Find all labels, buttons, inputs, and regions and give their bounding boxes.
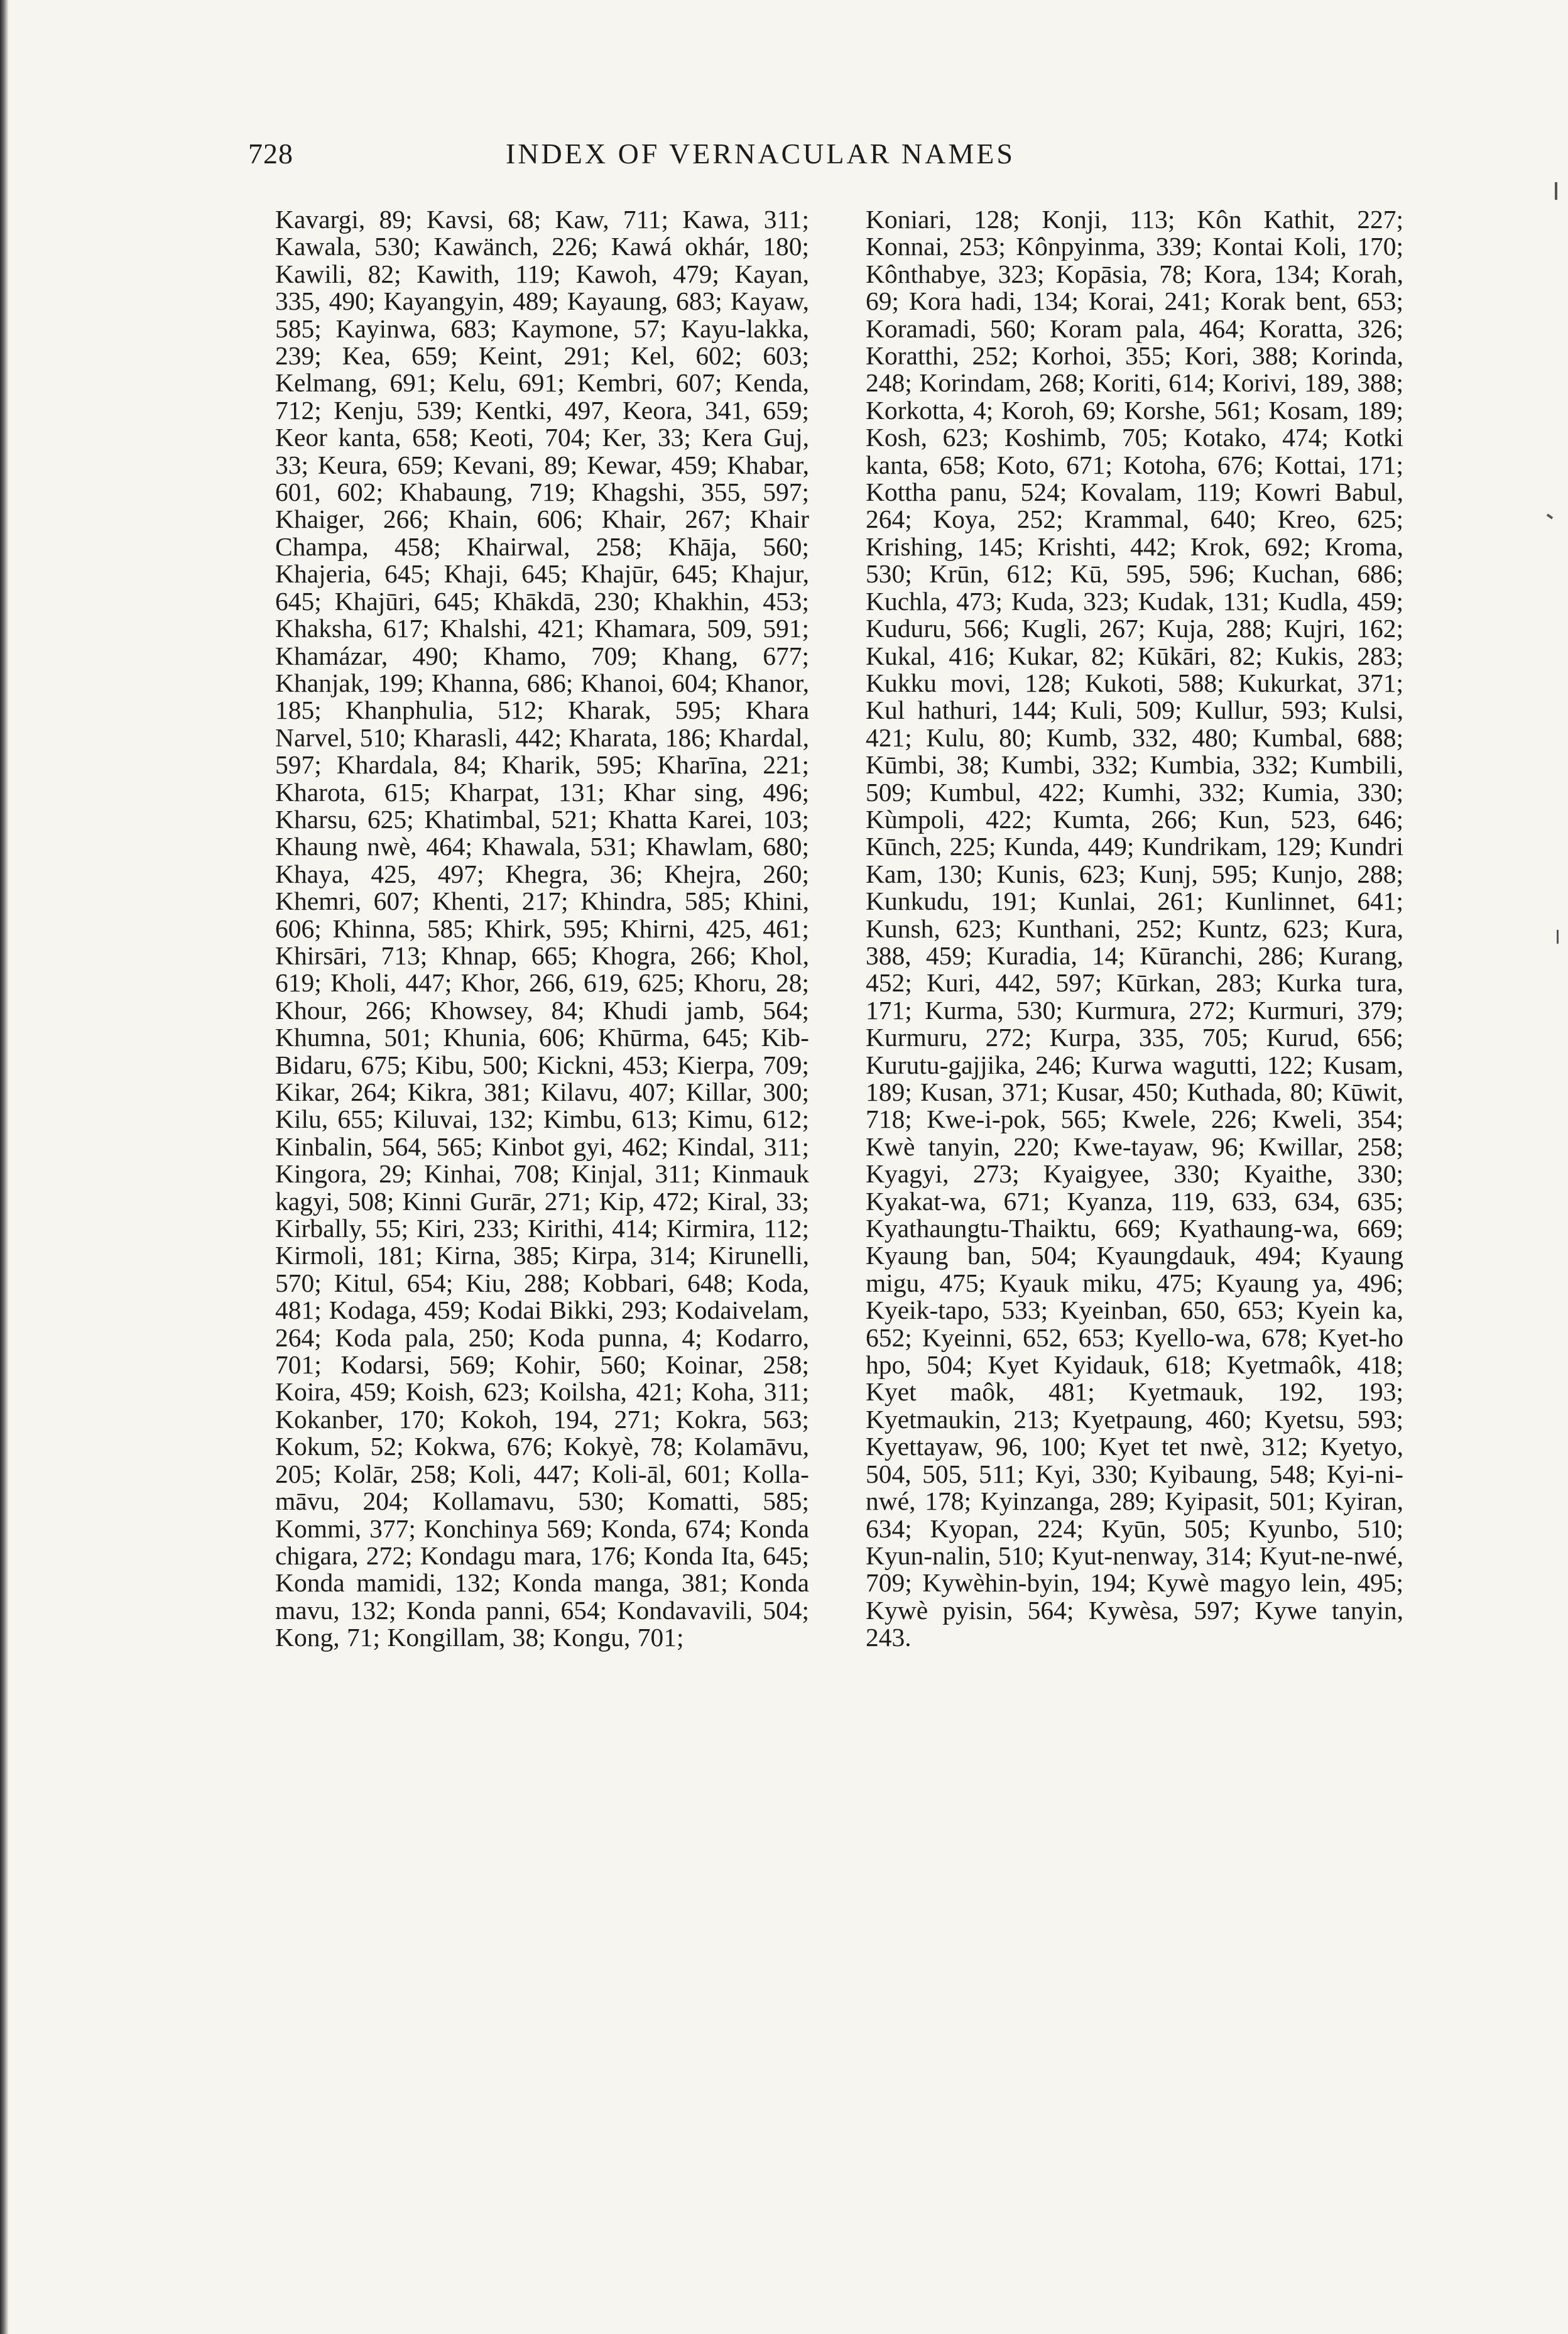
scan-mark	[1547, 513, 1553, 519]
index-column-right: Koniari, 128; Konji, 113; Kôn Kathit, 227; Konnai, 253; Kônpyinma, 339; Kontai Koli, 170; Kônthabye, 323; Kopāsia, 78; Kora, 134; Korah, 69; Kora hadi, 134; Korai, 241; Korak bent, 653; Koramadi, 560; Koram pala, 464; Koratta, 326; Koratthi, 252; Korhoi, 355; Kori, 388; Korinda, 248; Korindam, 268; Koriti, 614; Korivi, 189, 388; Korkotta, 4; Koroh, 69; Korshe, 561; Kosam, 189; Kosh, 623; Koshimb, 705; Kotako, 474; Kotki kanta, 658; Koto, 671; Kotoha, 676; Kottai, 171; Kottha panu, 524; Kovalam, 119; Kowri Babul, 264; Koya, 252; Krammal, 640; Kreo, 625; Krishing, 145; Krishti, 442; Krok, 692; Kroma, 530; Krūn, 612; Kū, 595, 596; Kuchan, 686; Kuchla, 473; Kuda, 323; Kudak, 131; Kudla, 459; Kuduru, 566; Kugli, 267; Kuja, 288; Kujri, 162; Kukal, 416; Kukar, 82; Kūkāri, 82; Kukis, 283; Kukku movi, 128; Kukoti, 588; Kukurkat, 371; Kul hathuri, 144; Kuli, 509; Kullur, 593; Kulsi, 421; Kulu, 80; Kumb, 332, 480; Kumbal, 688; Kūmbi, 38; Kumbi, 332; Kumbia, 332; Kumbili, 509; Kumbul, 422; Kumhi, 332; Kumia, 330; Kùmpoli, 422; Kumta, 266; Kun, 523, 646; Kūnch, 225; Kunda, 449; Kundrikam, 129; Kundri Kam, 130; Kunis, 623; Kunj, 595; Kunjo, 288; Kunkudu, 191; Kunlai, 261; Kunlinnet, 641; Kunsh, 623; Kunthani, 252; Kuntz, 623; Kura, 388, 459; Kuradia, 14; Kūranchi, 286; Kurang, 452; Kuri, 442, 597; Kūrkan, 283; Kurka tura, 171; Kurma, 530; Kurmura, 272; Kurmuri, 379; Kurmuru, 272; Kurpa, 335, 705; Kurud, 656; Kurutu-gajjika, 246; Kurwa wagutti, 122; Kusam, 189; Kusan, 371; Kusar, 450; Kuthada, 80; Kūwit, 718; Kwe-i-pok, 565; Kwele, 226; Kweli, 354; Kwè tanyin, 220; Kwe-tayaw, 96; Kwillar, 258; Kyagyi, 273; Kyaigyee, 330; Kyaithe, 330; Kyakat-wa, 671; Kyanza, 119, 633, 634, 635; Kyathaungtu-Thaiktu, 669; Kyathaung-wa, 669; Kyaung ban, 504; Kyaungdauk, 494; Kyaung migu, 475; Kyauk miku, 475; Kyaung ya, 496; Kyeik-tapo, 533; Kyeinban, 650, 653; Kyein ka, 652; Kyeinni, 652, 653; Kyello-wa, 678; Kyet-ho hpo, 504; Kyet Kyidauk, 618; Kyetmaôk, 418; Kyet maôk, 481; Kyetmauk, 192, 193; Kyetmaukin, 213; Kyetpaung, 460; Kyetsu, 593; Kyettayaw, 96, 100; Kyet tet nwè, 312; Kyetyo, 504, 505, 511; Kyi, 330; Kyibaung, 548; Kyi-ni-nwé, 178; Kyinzanga, 289; Kyipasit, 501; Kyiran, 634; Kyopan, 224; Kyūn, 505; Kyunbo, 510; Kyun-nalin, 510; Kyut-nenway, 314; Kyut-ne-nwé, 709; Kywèhin-byin, 194; Kywè magyo lein, 495; Kywè pyisin, 564; Kywèsa, 597; Kywe tanyin, 243.	[866, 205, 1403, 1652]
index-column-left: Kavargi, 89; Kavsi, 68; Kaw, 711; Kawa, 311; Kawala, 530; Kawänch, 226; Kawá okhár, 180; Kawili, 82; Kawith, 119; Kawoh, 479; Kayan, 335, 490; Kayangyin, 489; Kayaung, 683; Kayaw, 585; Kayinwa, 683; Kaymone, 57; Kayu-lakka, 239; Kea, 659; Keint, 291; Kel, 602; 603; Kelmang, 691; Kelu, 691; Kembri, 607; Kenda, 712; Kenju, 539; Kentki, 497, Keora, 341, 659; Keor kanta, 658; Keoti, 704; Ker, 33; Kera Guj, 33; Keura, 659; Kevani, 89; Kewar, 459; Khabar, 601, 602; Khabaung, 719; Khagshi, 355, 597; Khaiger, 266; Khain, 606; Khair, 267; Khair Champa, 458; Khairwal, 258; Khāja, 560; Khajeria, 645; Khaji, 645; Khajūr, 645; Khajur, 645; Khajūri, 645; Khākdā, 230; Khakhin, 453; Khaksha, 617; Khalshi, 421; Khamara, 509, 591; Khamázar, 490; Khamo, 709; Khang, 677; Khanjak, 199; Khanna, 686; Khanoi, 604; Khanor, 185; Khanphulia, 512; Kharak, 595; Khara Narvel, 510; Kharasli, 442; Kharata, 186; Khardal, 597; Khardala, 84; Kharik, 595; Kharīna, 221; Kharota, 615; Kharpat, 131; Khar sing, 496; Kharsu, 625; Khatimbal, 521; Khatta Karei, 103; Khaung nwè, 464; Khawala, 531; Khawlam, 680; Khaya, 425, 497; Khegra, 36; Khejra, 260; Khemri, 607; Khenti, 217; Khindra, 585; Khini, 606; Khinna, 585; Khirk, 595; Khirni, 425, 461; Khirsāri, 713; Khnap, 665; Khogra, 266; Khol, 619; Kholi, 447; Khor, 266, 619, 625; Khoru, 28; Khour, 266; Khowsey, 84; Khudi jamb, 564; Khumna, 501; Khunia, 606; Khūrma, 645; Kib-Bidaru, 675; Kibu, 500; Kickni, 453; Kierpa, 709; Kikar, 264; Kikra, 381; Kilavu, 407; Killar, 300; Kilu, 655; Kiluvai, 132; Kimbu, 613; Kimu, 612; Kinbalin, 564, 565; Kinbot gyi, 462; Kindal, 311; Kingora, 29; Kinhai, 708; Kinjal, 311; Kinmauk kagyi, 508; Kinni Gurār, 271; Kip, 472; Kiral, 33; Kirbally, 55; Kiri, 233; Kirithi, 414; Kirmira, 112; Kirmoli, 181; Kirna, 385; Kirpa, 314; Kirunelli, 570; Kitul, 654; Kiu, 288; Kobbari, 648; Koda, 481; Kodaga, 459; Kodai Bikki, 293; Kodaivelam, 264; Koda pala, 250; Koda punna, 4; Kodarro, 701; Kodarsi, 569; Kohir, 560; Koinar, 258; Koira, 459; Koish, 623; Koilsha, 421; Koha, 311; Kokanber, 170; Kokoh, 194, 271; Kokra, 563; Kokum, 52; Kokwa, 676; Kokyè, 78; Kolamāvu, 205; Kolār, 258; Koli, 447; Koli-āl, 601; Kolla-māvu, 204; Kollamavu, 530; Komatti, 585; Kommi, 377; Konchinya 569; Konda, 674; Konda chigara, 272; Kondagu mara, 176; Konda Ita, 645; Konda mamidi, 132; Konda manga, 381; Konda mavu, 132; Konda panni, 654; Kondavavili, 504; Kong, 71; Kongillam, 38; Kongu, 701;	[275, 205, 809, 1652]
page-number: 728	[248, 138, 293, 170]
running-head: INDEX OF VERNACULAR NAMES	[506, 138, 1015, 170]
scan-mark	[1555, 182, 1557, 200]
scan-mark	[1557, 930, 1559, 944]
page-binding-edge	[0, 0, 9, 2334]
